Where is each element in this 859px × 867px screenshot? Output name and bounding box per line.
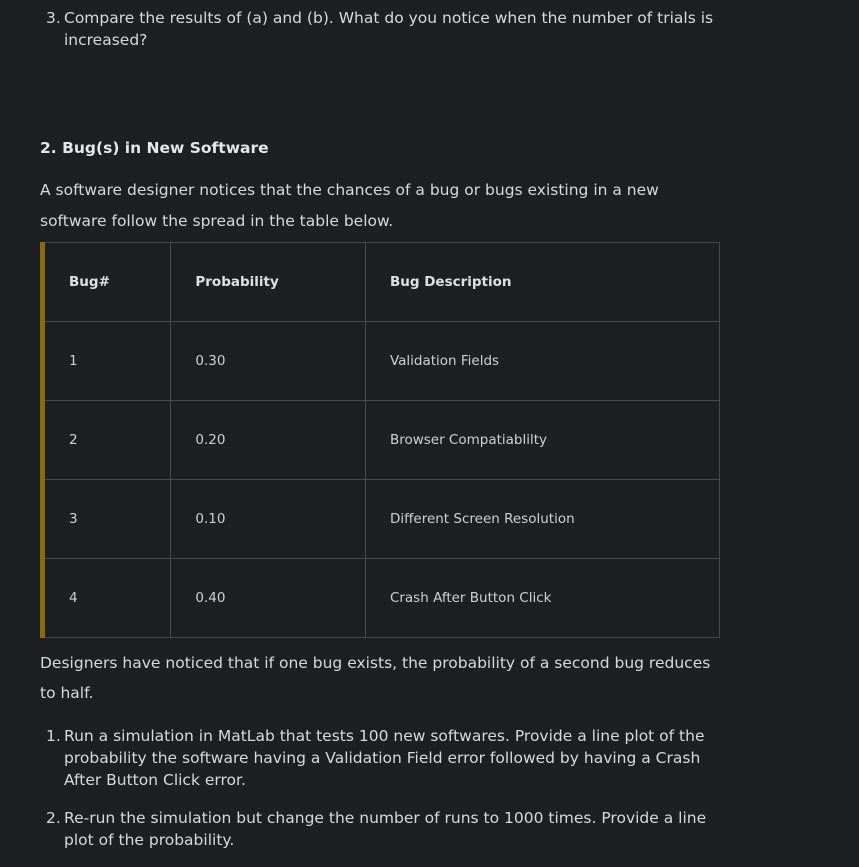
- question-text: Run a simulation in MatLab that tests 100 new softwares. Provide a line plot of the probability the software having a Validation Field error followed by having a Crash After Button Click error.: [64, 727, 705, 789]
- header-probability: Probability: [171, 243, 366, 322]
- cell-bug-description: Different Screen Resolution: [365, 480, 719, 559]
- cell-bug-number: 3: [43, 480, 171, 559]
- list-item: [46, 725, 736, 791]
- table-row: [43, 322, 720, 401]
- cell-probability: 0.20: [171, 401, 366, 480]
- cell-bug-description: Crash After Button Click: [365, 559, 719, 638]
- cell-bug-number: 1: [43, 322, 171, 401]
- cell-bug-number: 4: [43, 559, 171, 638]
- header-bug-number: Bug#: [43, 243, 171, 322]
- cell-probability: 0.10: [171, 480, 366, 559]
- header-bug-description: Bug Description: [365, 243, 719, 322]
- list-item: [46, 807, 736, 851]
- question-number: 2.: [46, 809, 61, 827]
- cell-probability: 0.40: [171, 559, 366, 638]
- cell-probability: 0.30: [171, 322, 366, 401]
- cell-bug-number: 2: [43, 401, 171, 480]
- cell-bug-description: Validation Fields: [365, 322, 719, 401]
- cell-bug-description: Browser Compatiablilty: [365, 401, 719, 480]
- bug-probability-table: [40, 242, 720, 638]
- table-header-row: [43, 243, 720, 322]
- question-3-number: 3.: [46, 9, 61, 27]
- question-3: [46, 7, 746, 51]
- question-text: Re-run the simulation but change the number of runs to 1000 times. Provide a line plot of the probability.: [64, 809, 707, 849]
- section-intro: A software designer notices that the chances of a bug or bugs existing in a new software follow the spread in the table below.: [40, 181, 659, 230]
- section-title: 2. Bug(s) in New Software: [40, 139, 269, 157]
- table-row: [43, 401, 720, 480]
- second-bug-note: Designers have noticed that if one bug exists, the probability of a second bug reduces to half.: [40, 654, 711, 702]
- table-row: [43, 480, 720, 559]
- table-row: [43, 559, 720, 638]
- question-list: [46, 725, 736, 867]
- question-number: 1.: [46, 727, 61, 745]
- question-3-text: Compare the results of (a) and (b). What do you notice when the number of trials is increased?: [64, 9, 714, 49]
